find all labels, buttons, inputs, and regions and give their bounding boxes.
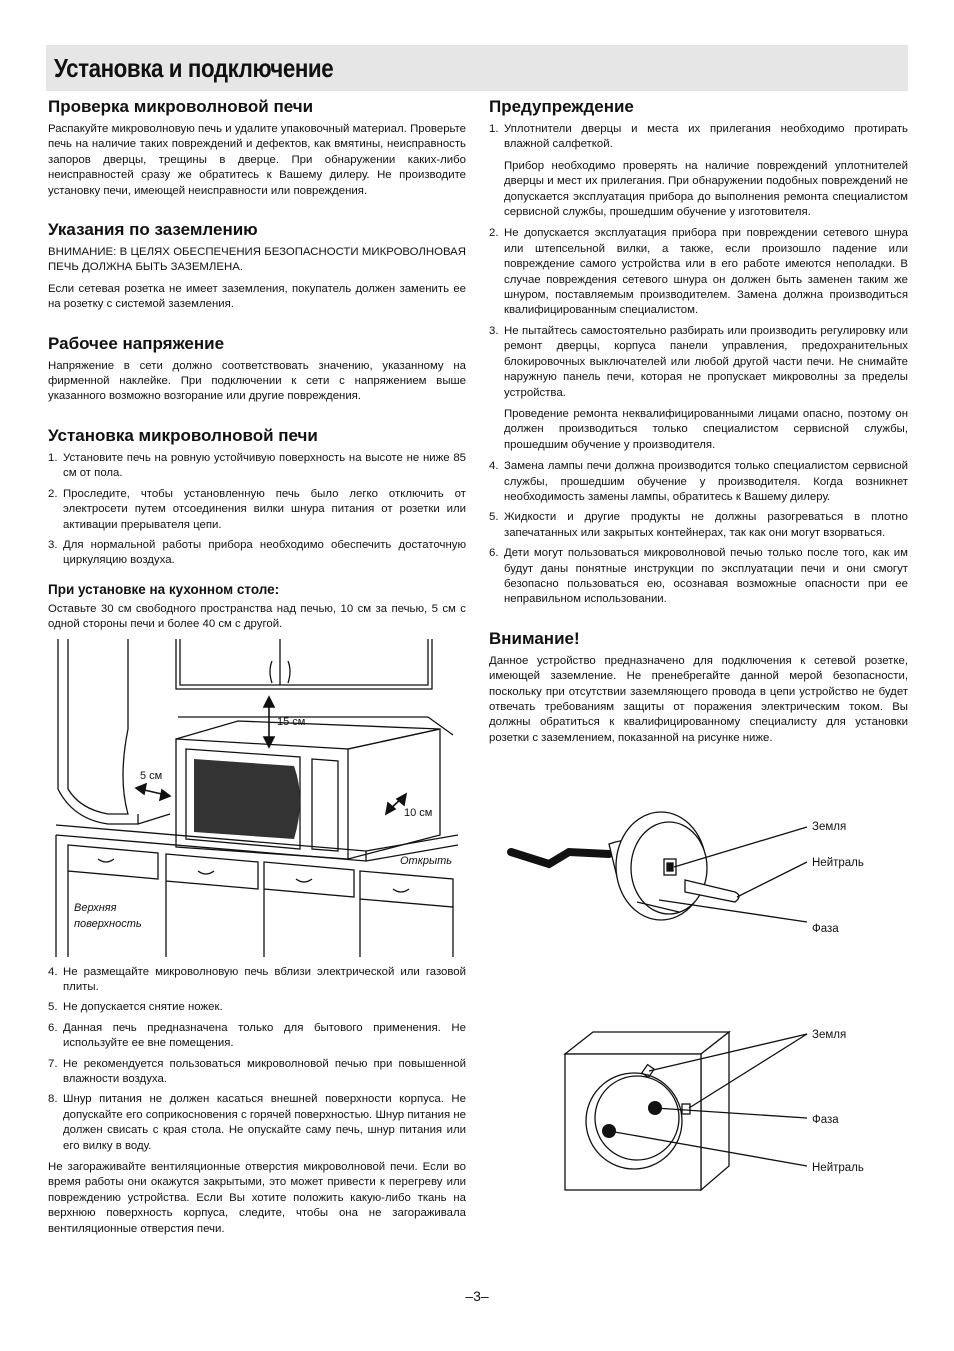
warning-item1-detail: Прибор необходимо проверять на наличие повреждений уплотнителей дверцы и мест их прилегания. При обнаружении подобных повреждений не допускается эксплуатация прибора до выполнения ремонта специалистом сервисной службы, прошедшим обучение у изготовителя. (504, 159, 908, 219)
list-item: 5. Жидкости и другие продукты не должны разогреваться в плотно запечатанных или закрытых контейнерах, так как они могут взорваться. (489, 511, 908, 539)
heading-warning: Предупреждение (489, 97, 634, 116)
check-text: Распакуйте микроволновую печь и удалите упаковочный материал. Проверьте печь на наличие таких повреждений и дефектов, как вмятины, неисправность запоров дверцы, трещины в дверце. При обнаружении каких-либо неисправностей сразу же обратитесь к Вашему дилеру. Не производите установку печи, имеющей неисправности или повреждения. (48, 123, 466, 197)
left-column (48, 96, 466, 1243)
list-item: 1. Установите печь на ровную устойчивую поверхность на высоте не ниже 85 см от пола. (48, 451, 466, 480)
socket-label-earth: Земля (812, 1029, 847, 1042)
list-item: 8. Шнур питания не должен касаться внешней поверхности корпуса. Не допускайте его соприкосновения с горячей поверхностью. Шнур питания не должен свисать с края стола. Не опускайте саму печь, шнур питания или его вилку в воду. (48, 1093, 466, 1152)
socket-label-phase: Фаза (812, 1114, 839, 1127)
label-open: Открыть (400, 854, 453, 867)
countertop-text: Оставьте 30 см свободного пространства над печью, 10 см за печью, 5 см с одной стороны печи и более 40 см с другой. (48, 602, 466, 631)
label-surface-line2: поверхность (74, 917, 142, 930)
subheading-countertop: При установке на кухонном столе: (48, 581, 280, 597)
list-item: 6. Данная печь предназначена только для бытового применения. Не используйте ее вне помещения. (48, 1021, 466, 1050)
microwave-installation-figure (48, 639, 466, 957)
heading-installation: Установка микроволновой печи (48, 425, 318, 445)
plug-label-earth: Земля (812, 821, 847, 834)
list-item: 3. Не пытайтесь самостоятельно разбирать или производить регулировку или ремонт дверцы, корпуса панели управления, предохранительных блокировочных выключателей или любой другой части печи. Не снимайте наружную панель печи, которая не пропускает микроволны за пределы устройства. (489, 324, 908, 399)
list-item: 7. Не рекомендуется пользоваться микроволновой печью при повышенной влажности воздуха. (48, 1057, 466, 1085)
list-item: 5. Не допускается снятие ножек. (48, 1001, 223, 1014)
warning-list-3 (489, 459, 908, 608)
list-item: 3. Для нормальной работы прибора необходимо обеспечить достаточную циркуляцию воздуха. (48, 538, 466, 567)
grounding-text: Если сетевая розетка не имеет заземления, покупатель должен заменить ее на розетку с системой заземления. (48, 282, 466, 311)
attention-text: Данное устройство предназначено для подключения к сетевой розетке, имеющей заземление. Не пренебрегайте данной мерой безопасности, поскольку при отсутствии заземляющего провода в цепи устройство не будет отвечать требованиям защиты от поражения электрическим током. Вы должны обратиться к квалифицированному специалисту для установки розетки с заземлением, показанной на рисунке ниже. (489, 654, 908, 744)
install-list (48, 451, 466, 569)
warning-list (489, 122, 908, 153)
socket-label-neutral: Нейтраль (812, 1162, 864, 1175)
label-back-clearance: 10 см (404, 806, 433, 819)
title-bar (46, 45, 908, 91)
page-number: –3– (465, 1288, 489, 1304)
list-item: 4. Не размещайте микроволновую печь вблизи электрической или газовой плиты. (48, 965, 466, 993)
warning-item3-detail: Проведение ремонта неквалифицированными лицами опасно, поэтому он должен производиться только специалистом сервисной службы, прошедшим обучение у производителя. (504, 407, 908, 451)
right-column (489, 96, 908, 1196)
heading-voltage: Рабочее напряжение (48, 333, 225, 353)
ventilation-text: Не загораживайте вентиляционные отверстия микроволновой печи. Если во время работы они окажутся закрытыми, это может привести к перегреву или повреждению устройства. Если Вы хотите положить какую-либо ткань на верхнюю поверхность корпуса, следите, чтобы она не загораживала вентиляционные отверстия печи. (48, 1161, 466, 1235)
warning-list-2 (489, 226, 908, 400)
grounding-warning: ВНИМАНИЕ: В ЦЕЛЯХ ОБЕСПЕЧЕНИЯ БЕЗОПАСНОСТИ МИКРОВОЛНОВАЯ ПЕЧЬ ДОЛЖНА БЫТЬ ЗАЗЕМЛЕНА. (48, 246, 466, 274)
plug-label-phase: Фаза (812, 923, 839, 933)
plug-label-neutral: Нейтраль (812, 857, 864, 870)
socket-figure (489, 1026, 908, 1196)
heading-check: Проверка микроволновой печи (48, 97, 314, 116)
heading-attention: Внимание! (489, 628, 580, 648)
install-list-continued (48, 965, 466, 1154)
list-item: 2. Проследите, чтобы установленную печь было легко отключить от электросети путем отсоединения вилки шнура питания от розетки или активации прерывателя цепи. (48, 487, 466, 531)
page-title: Установка и подключение (54, 53, 334, 83)
list-item: 4. Замена лампы печи должна производится только специалистом сервисной службы, прошедшим обучение у производителя. Когда возникнет необходимость замены лампы, обратитесь к Вашему дилеру. (489, 460, 908, 503)
list-item: 6. Дети могут пользоваться микроволновой печью только после того, как им будут даны понятные инструкции по эксплуатации печи и они смогут безопасно пользоваться ею, осознавая возможные опасности при ее неправильном использовании. (489, 547, 908, 606)
plug-figure (489, 782, 908, 932)
voltage-text: Напряжение в сети должно соответствовать значению, указанному на фирменной наклейке. При подключении к сети с напряжением выше указанного возможно возгорание или другие повреждения. (48, 359, 466, 403)
list-item: 1. Уплотнители дверцы и места их прилегания необходимо протирать влажной салфеткой. (489, 123, 908, 151)
label-top-clearance: 15 см (277, 715, 306, 728)
label-side-clearance: 5 см (140, 769, 163, 782)
label-surface-line1: Верхняя (74, 901, 117, 914)
heading-grounding: Указания по заземлению (48, 220, 258, 240)
list-item: 2. Не допускается эксплуатация прибора при повреждении сетевого шнура или штепсельной вилки, а также, если произошло падение или повреждение самого устройства или в его работе имеются неполадки. В случае повреждения сетевого шнура он должен быть заменен таким же шнуром, поставляемым производителем. Замена должна производиться квалифицированным специалистом. (489, 227, 908, 317)
